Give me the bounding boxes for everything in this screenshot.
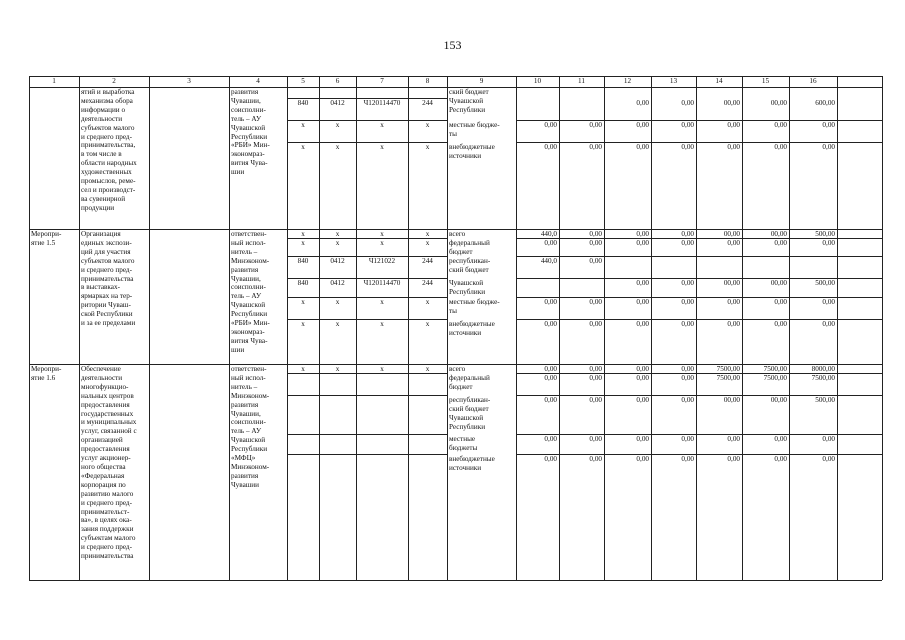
column-rule-10	[559, 76, 560, 580]
amount-10: 0,00	[544, 365, 557, 373]
row-rule	[516, 238, 882, 239]
measure-executor: ответствен- ный испол- нитель – Минэконом- развития Чувашии, соисполни- тель – АУ Чувашской Республики «МФЦ» Минэконом- развития Чувашии	[231, 365, 270, 489]
amount-11: 0,00	[589, 396, 602, 404]
row-rule	[287, 120, 447, 121]
budget-code-6: 0412	[330, 257, 345, 265]
budget-code-5: x	[301, 239, 305, 247]
budget-table	[29, 76, 882, 580]
budget-code-5: x	[301, 230, 305, 238]
funding-source: местные бюджеты	[449, 435, 478, 452]
budget-code-8: x	[425, 121, 430, 129]
page-number: 153	[443, 38, 462, 52]
header-cell-1: 1	[52, 77, 56, 85]
budget-code-7: x	[380, 239, 384, 247]
amount-16: 0,00	[822, 320, 835, 328]
measure-label	[31, 88, 77, 229]
funding-source: внебюджетные источники	[449, 143, 495, 160]
amount-10: 0,00	[544, 121, 557, 129]
funding-source: федеральный бюджет	[449, 239, 490, 256]
row-rule	[287, 319, 447, 320]
measure-label: Меропри- ятие 1.5	[31, 230, 62, 247]
amount-10: 0,00	[544, 320, 557, 328]
amount-10: 440,0	[540, 230, 557, 238]
measure-name: Организация единых экспози- ций для участия субъектов малого и среднего пред- принимательства в выставках- ярмарках на тер- ритории Чуваш- ской Республики и за ее пределами	[81, 230, 136, 328]
amount-16: 0,00	[822, 143, 835, 151]
amount-12: 0,00	[636, 99, 649, 107]
column-rule-8	[447, 76, 448, 580]
amount-13: 0,00	[681, 435, 694, 443]
amount-15: 00,00	[770, 279, 787, 287]
amount-10: 0,00	[544, 298, 557, 306]
budget-code-6: x	[335, 320, 340, 328]
header-cell-5: 5	[301, 77, 305, 85]
budget-code-7: x	[380, 143, 384, 151]
funding-source: внебюджетные источники	[449, 320, 495, 337]
measure-executor: развития Чувашии, соисполни- тель – АУ Чувашской Республики «РБИ» Мин- экономраз- вития Чува- шии	[231, 88, 270, 177]
amount-15: 00,00	[770, 99, 787, 107]
amount-11: 0,00	[589, 320, 602, 328]
column-rule-0	[29, 76, 30, 580]
amount-14: 0,00	[727, 239, 740, 247]
budget-code-5: x	[301, 121, 305, 129]
budget-code-5: 840	[297, 99, 309, 107]
header-cell-15: 15	[761, 77, 770, 85]
amount-13: 0,00	[681, 143, 694, 151]
amount-13: 0,00	[681, 365, 694, 373]
amount-13: 0,00	[681, 396, 694, 404]
budget-code-7: x	[380, 230, 384, 238]
funding-source: Чувашской Республики	[449, 279, 486, 296]
row-rule	[516, 395, 882, 396]
amount-14: 0,00	[727, 298, 740, 306]
amount-11: 0,00	[589, 239, 602, 247]
funding-source: внебюджетные источники	[449, 455, 495, 472]
amount-15: 0,00	[774, 143, 787, 151]
budget-code-6: 0412	[330, 279, 345, 287]
header-cell-16: 16	[809, 77, 817, 85]
amount-11: 0,00	[589, 257, 602, 265]
row-rule	[516, 373, 882, 374]
header-cell-8: 8	[425, 77, 430, 85]
funding-source: местные бюдже- ты	[449, 121, 500, 138]
budget-code-6: x	[335, 298, 340, 306]
amount-15: 7500,00	[763, 365, 787, 373]
funding-source: республикан- ский бюджет	[449, 257, 491, 274]
header-cell-10: 10	[533, 77, 542, 85]
column-rule-15	[789, 76, 790, 580]
header-cell-3: 3	[187, 77, 191, 85]
amount-15: 0,00	[774, 239, 787, 247]
amount-10: 0,00	[544, 455, 557, 463]
amount-13: 0,00	[681, 320, 694, 328]
budget-code-6: x	[335, 121, 340, 129]
amount-11: 0,00	[589, 298, 602, 306]
column-rule-6	[356, 76, 357, 580]
amount-13: 0,00	[681, 374, 694, 382]
budget-code-8: 244	[422, 99, 433, 107]
budget-code-5: x	[301, 365, 305, 373]
row-rule	[287, 373, 447, 374]
amount-15: 0,00	[774, 435, 787, 443]
amount-16: 600,00	[815, 99, 835, 107]
budget-code-8: x	[425, 230, 430, 238]
amount-15: 00,00	[770, 230, 787, 238]
budget-code-6: x	[335, 239, 340, 247]
amount-15: 00,00	[770, 396, 787, 404]
amount-11: 0,00	[589, 435, 602, 443]
budget-code-5: 840	[297, 279, 309, 287]
funding-source: ский бюджет Чувашской Республики	[449, 88, 489, 114]
row-rule	[287, 395, 447, 396]
column-rule-1	[79, 76, 80, 580]
budget-code-8: x	[425, 298, 430, 306]
budget-code-6: 0412	[330, 99, 345, 107]
amount-16: 500,00	[815, 279, 835, 287]
amount-16: 500,00	[815, 230, 835, 238]
row-rule	[287, 238, 447, 239]
amount-11: 0,00	[589, 455, 602, 463]
budget-code-6: x	[335, 230, 340, 238]
measure-name: ятий и выработка механизма обора информации о деятельности субъектов малого и среднего пред- принимательства, в том числе в области народных художественных промыслов, реме- сел и производст- ва сувенирной продукции	[81, 88, 137, 212]
budget-code-7: x	[380, 121, 384, 129]
column-rule-5	[319, 76, 320, 580]
budget-code-7: Ч120114470	[363, 99, 401, 107]
budget-code-8: x	[425, 365, 430, 373]
column-rule-17	[882, 76, 883, 580]
budget-code-8: 244	[422, 279, 433, 287]
budget-code-8: x	[425, 143, 430, 151]
column-rule-2	[149, 76, 150, 580]
amount-11: 0,00	[589, 365, 602, 373]
amount-13: 0,00	[681, 121, 694, 129]
amount-14: 0,00	[727, 435, 740, 443]
amount-12: 0,00	[636, 143, 649, 151]
amount-13: 0,00	[681, 279, 694, 287]
amount-16: 8000,00	[811, 365, 835, 373]
amount-12: 0,00	[636, 365, 649, 373]
budget-code-7: Ч120114470	[363, 279, 401, 287]
amount-13: 0,00	[681, 298, 694, 306]
column-rule-13	[696, 76, 697, 580]
amount-15: 0,00	[774, 298, 787, 306]
amount-10: 0,00	[544, 143, 557, 151]
amount-12: 0,00	[636, 230, 649, 238]
amount-13: 0,00	[681, 99, 694, 107]
budget-code-5: x	[301, 320, 305, 328]
amount-11: 0,00	[589, 230, 602, 238]
budget-code-7: Ч121022	[368, 257, 396, 265]
table-bottom-rule	[29, 580, 882, 581]
row-rule	[516, 454, 882, 455]
amount-14: 0,00	[727, 455, 740, 463]
budget-code-5: x	[301, 298, 305, 306]
column-rule-16	[837, 76, 838, 580]
budget-code-5: x	[301, 143, 305, 151]
row-rule	[287, 142, 447, 143]
budget-code-5: 840	[297, 257, 309, 265]
budget-code-8: 244	[422, 257, 433, 265]
column-rule-9	[516, 76, 517, 580]
amount-15: 7500,00	[763, 374, 787, 382]
row-rule	[287, 454, 447, 455]
funding-source: всего	[449, 365, 466, 373]
row-rule	[516, 319, 882, 320]
column-rule-3	[229, 76, 230, 580]
amount-12: 0,00	[636, 455, 649, 463]
row-rule	[287, 434, 447, 435]
row-rule	[287, 297, 447, 298]
amount-14: 00,00	[723, 99, 740, 107]
header-bottom-rule	[29, 87, 882, 88]
row-rule	[516, 297, 882, 298]
row-rule	[287, 98, 447, 99]
column-rule-4	[287, 76, 288, 580]
row-rule	[516, 434, 882, 435]
amount-16: 0,00	[822, 239, 835, 247]
amount-12: 0,00	[636, 396, 649, 404]
table-top-rule	[29, 76, 882, 77]
row-rule	[287, 278, 447, 279]
header-cell-7: 7	[380, 77, 384, 85]
block-rule	[29, 229, 882, 230]
amount-12: 0,00	[636, 279, 649, 287]
amount-12: 0,00	[636, 121, 649, 129]
amount-16: 0,00	[822, 435, 835, 443]
row-rule	[287, 256, 447, 257]
row-rule	[516, 278, 882, 279]
budget-code-7: x	[380, 298, 384, 306]
amount-10: 0,00	[544, 239, 557, 247]
amount-12: 0,00	[636, 374, 649, 382]
amount-16: 500,00	[815, 396, 835, 404]
header-cell-9: 9	[479, 77, 484, 85]
amount-10: 0,00	[544, 374, 557, 382]
amount-16: 0,00	[822, 298, 835, 306]
amount-12: 0,00	[636, 239, 649, 247]
budget-code-7: x	[380, 320, 384, 328]
amount-10: 0,00	[544, 396, 557, 404]
amount-13: 0,00	[681, 239, 694, 247]
amount-12: 0,00	[636, 435, 649, 443]
header-cell-12: 12	[623, 77, 632, 85]
header-cell-4: 4	[256, 77, 260, 85]
amount-13: 0,00	[681, 230, 694, 238]
measure-name: Обеспечение деятельности многофункцио- нальных центров предоставления государственных и муниципальных услуг, связанной с организацией предоставления услуг акционер- ного общества «Федеральная корпорация по развитию малого и среднего пред- принимательст- ва», в целях ока- зания поддержки субъектам малого и среднего пред- принимательства	[81, 365, 137, 561]
amount-15: 0,00	[774, 121, 787, 129]
amount-16: 0,00	[822, 455, 835, 463]
column-rule-12	[651, 76, 652, 580]
amount-14: 00,00	[723, 396, 740, 404]
budget-code-8: x	[425, 320, 430, 328]
amount-11: 0,00	[589, 374, 602, 382]
amount-10: 0,00	[544, 435, 557, 443]
header-cell-6: 6	[335, 77, 340, 85]
column-rule-11	[604, 76, 605, 580]
budget-code-6: x	[335, 365, 340, 373]
header-cell-2: 2	[112, 77, 116, 85]
funding-source: всего	[449, 230, 466, 238]
amount-14: 0,00	[727, 121, 740, 129]
amount-14: 00,00	[723, 279, 740, 287]
funding-source: федеральный бюджет	[449, 374, 490, 391]
budget-code-8: x	[425, 239, 430, 247]
header-cell-11: 11	[578, 77, 585, 85]
amount-14: 7500,00	[716, 365, 740, 373]
column-rule-14	[742, 76, 743, 580]
header-cell-14: 14	[715, 77, 723, 85]
column-rule-7	[408, 76, 409, 580]
measure-label: Меропри- ятие 1.6	[31, 365, 62, 382]
amount-11: 0,00	[589, 121, 602, 129]
amount-16: 0,00	[822, 121, 835, 129]
row-rule	[516, 120, 882, 121]
amount-14: 0,00	[727, 320, 740, 328]
amount-14: 0,00	[727, 143, 740, 151]
amount-13: 0,00	[681, 455, 694, 463]
row-rule	[516, 256, 882, 257]
funding-source: республикан- ский бюджет Чувашской Республики	[449, 396, 491, 431]
amount-14: 7500,00	[716, 374, 740, 382]
budget-code-6: x	[335, 143, 340, 151]
budget-code-7: x	[380, 365, 384, 373]
header-cell-13: 13	[669, 77, 678, 85]
amount-12: 0,00	[636, 298, 649, 306]
amount-15: 0,00	[774, 320, 787, 328]
amount-10: 440,0	[540, 257, 557, 265]
amount-16: 7500,00	[811, 374, 835, 382]
amount-15: 0,00	[774, 455, 787, 463]
block-rule	[29, 364, 882, 365]
measure-executor: ответствен- ный испол- нитель – Минэконом- развития Чувашии, соисполни- тель – АУ Чувашской Республики «РБИ» Мин- экономраз- вития Чува- шии	[231, 230, 270, 354]
amount-14: 00,00	[723, 230, 740, 238]
amount-12: 0,00	[636, 320, 649, 328]
row-rule	[516, 142, 882, 143]
funding-source: местные бюдже- ты	[449, 298, 500, 315]
amount-11: 0,00	[589, 143, 602, 151]
